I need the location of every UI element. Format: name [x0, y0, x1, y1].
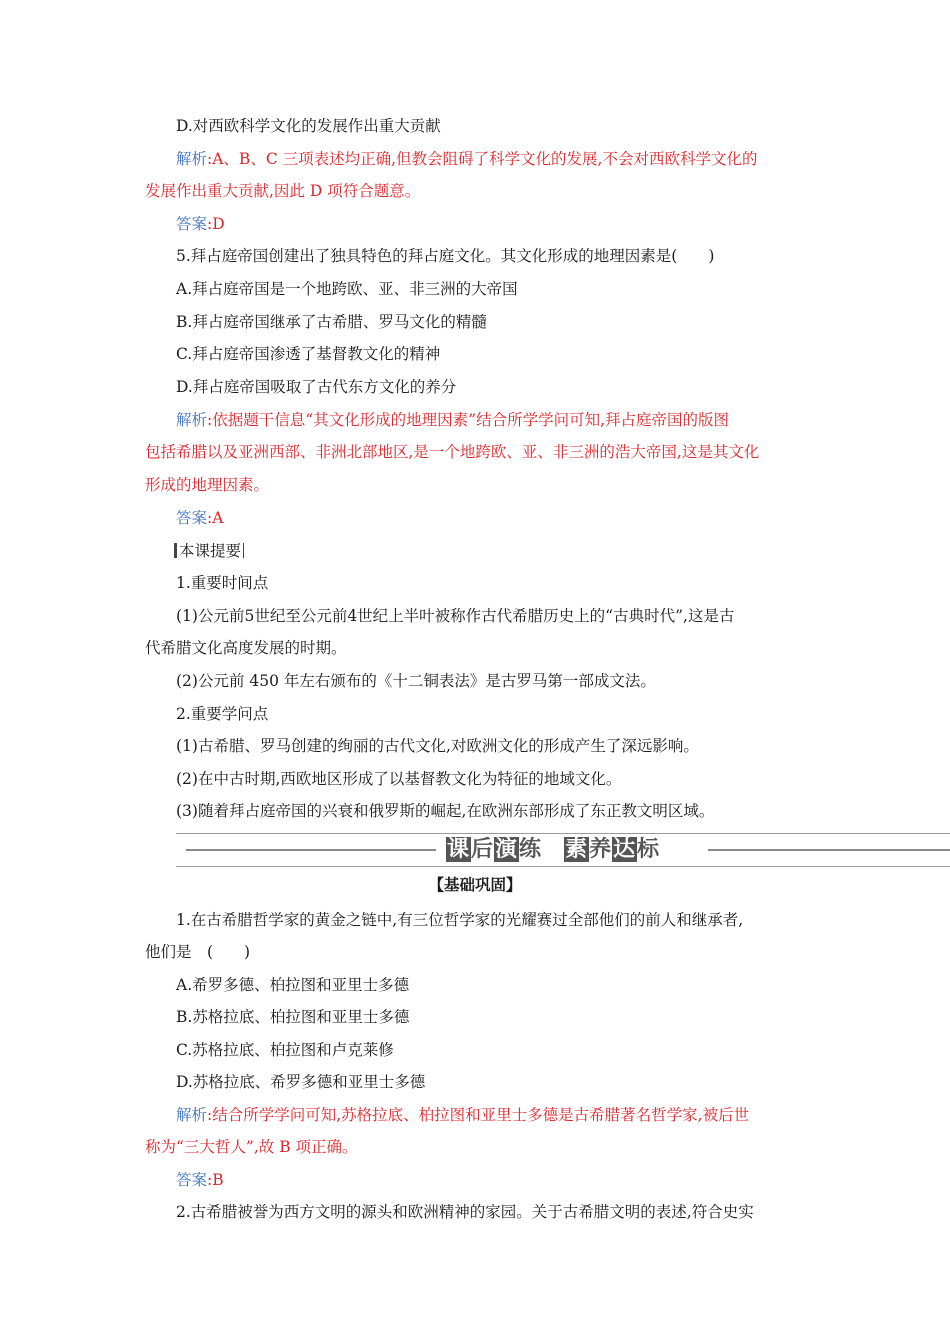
banner-title [446, 834, 660, 866]
banner-char: 后 [471, 837, 495, 862]
q5-analysis-line-2: 包括希腊以及亚洲西部、非洲北部地区,是一个地跨欧、亚、非三洲的浩大帝国,这是其文化 [145, 443, 760, 461]
e1-analysis-line-1 [176, 1104, 749, 1126]
section-heading: 【基础巩固】 [428, 875, 522, 894]
q5-option-b: B.拜占庭帝国继承了古希腊、罗马文化的精髓 [176, 313, 487, 331]
analysis-label: 解析 [176, 1106, 208, 1124]
q5-analysis-line-3: 形成的地理因素。 [145, 476, 270, 494]
q4-analysis-line-1 [176, 148, 757, 170]
banner-char: 素 [565, 837, 589, 862]
banner-rule-left [186, 849, 436, 851]
analysis-label: 解析 [176, 150, 208, 168]
summary-title [174, 540, 244, 562]
summary-marker-end [243, 543, 244, 558]
e1-option-d: D.苏格拉底、希罗多德和亚里士多德 [176, 1073, 426, 1091]
analysis-text: :依据题干信息“其文化形成的地理因素”结合所学学问可知,拜占庭帝国的版图 [207, 411, 730, 429]
banner-char: 演 [495, 837, 519, 862]
e1-analysis-line-2: 称为“三大哲人”,故 B 项正确。 [145, 1138, 358, 1156]
e1-option-b: B.苏格拉底、柏拉图和亚里士多德 [176, 1008, 410, 1026]
summary-point-1-line-2: 代希腊文化高度发展的时期。 [145, 639, 347, 657]
e1-option-c: C.苏格拉底、柏拉图和卢克莱修 [176, 1041, 394, 1059]
q4-analysis-line-2: 发展作出重大贡献,因此 D 项符合题意。 [145, 182, 421, 200]
summary-marker [174, 543, 177, 558]
q5-analysis-line-1 [176, 409, 729, 431]
banner-char: 课 [447, 837, 471, 862]
e1-option-a: A.希罗多德、柏拉图和亚里士多德 [176, 976, 410, 994]
e2-stem-line-1: 2.古希腊被誉为西方文明的源头和欧洲精神的家园。关于古希腊文明的表述,符合史实 [176, 1203, 754, 1221]
e1-answer [176, 1169, 224, 1191]
summary-point-1-line-1: (1)公元前5世纪至公元前4世纪上半叶被称作古代希腊历史上的“古典时代”,这是古 [176, 607, 735, 625]
answer-label: 答案 [176, 509, 208, 527]
summary-heading-2: 2.重要学问点 [176, 705, 269, 723]
q5-option-a: A.拜占庭帝国是一个地跨欧、亚、非三洲的大帝国 [176, 280, 518, 298]
answer-label: 答案 [176, 215, 208, 233]
knowledge-point-3: (3)随着拜占庭帝国的兴衰和俄罗斯的崛起,在欧洲东部形成了东正教文明区域。 [176, 802, 715, 820]
knowledge-point-1: (1)古希腊、罗马创建的绚丽的古代文化,对欧洲文化的形成产生了深远影响。 [176, 737, 699, 755]
summary-point-2: (2)公元前 450 年左右颁布的《十二铜表法》是古罗马第一部成文法。 [176, 672, 656, 690]
q4-answer [176, 213, 225, 235]
analysis-text: :A、B、C 三项表述均正确,但教会阻碍了科学文化的发展,不会对西欧科学文化的 [207, 150, 758, 168]
e1-stem-line-2: 他们是 ( ) [145, 943, 251, 961]
answer-value: :A [207, 509, 224, 527]
answer-value: :D [207, 215, 225, 233]
q5-stem: 5.拜占庭帝国创建出了独具特色的拜占庭文化。其文化形成的地理因素是( ) [176, 247, 715, 265]
banner-char: 练 [519, 837, 543, 862]
answer-label: 答案 [176, 1171, 208, 1189]
q4-option-d: D.对西欧科学文化的发展作出重大贡献 [176, 117, 441, 135]
analysis-text: :结合所学学问可知,苏格拉底、柏拉图和亚里士多德是古希腊著名哲学家,被后世 [207, 1106, 750, 1124]
banner-rule-right [708, 849, 950, 851]
section-banner [176, 833, 950, 867]
summary-heading-1: 1.重要时间点 [176, 574, 269, 592]
summary-title-text: 本课提要 [179, 542, 242, 560]
q5-option-d: D.拜占庭帝国吸取了古代东方文化的养分 [176, 378, 457, 396]
banner-char: 达 [613, 837, 637, 862]
answer-value: :B [207, 1171, 224, 1189]
banner-char: 养 [589, 837, 613, 862]
e1-stem-line-1: 1.在古希腊哲学家的黄金之链中,有三位哲学家的光耀赛过全部他们的前人和继承者, [176, 911, 744, 929]
q5-answer [176, 507, 223, 529]
q5-option-c: C.拜占庭帝国渗透了基督教文化的精神 [176, 345, 441, 363]
knowledge-point-2: (2)在中古时期,西欧地区形成了以基督教文化为特征的地域文化。 [176, 770, 622, 788]
banner-char: 标 [637, 837, 661, 862]
analysis-label: 解析 [176, 411, 208, 429]
